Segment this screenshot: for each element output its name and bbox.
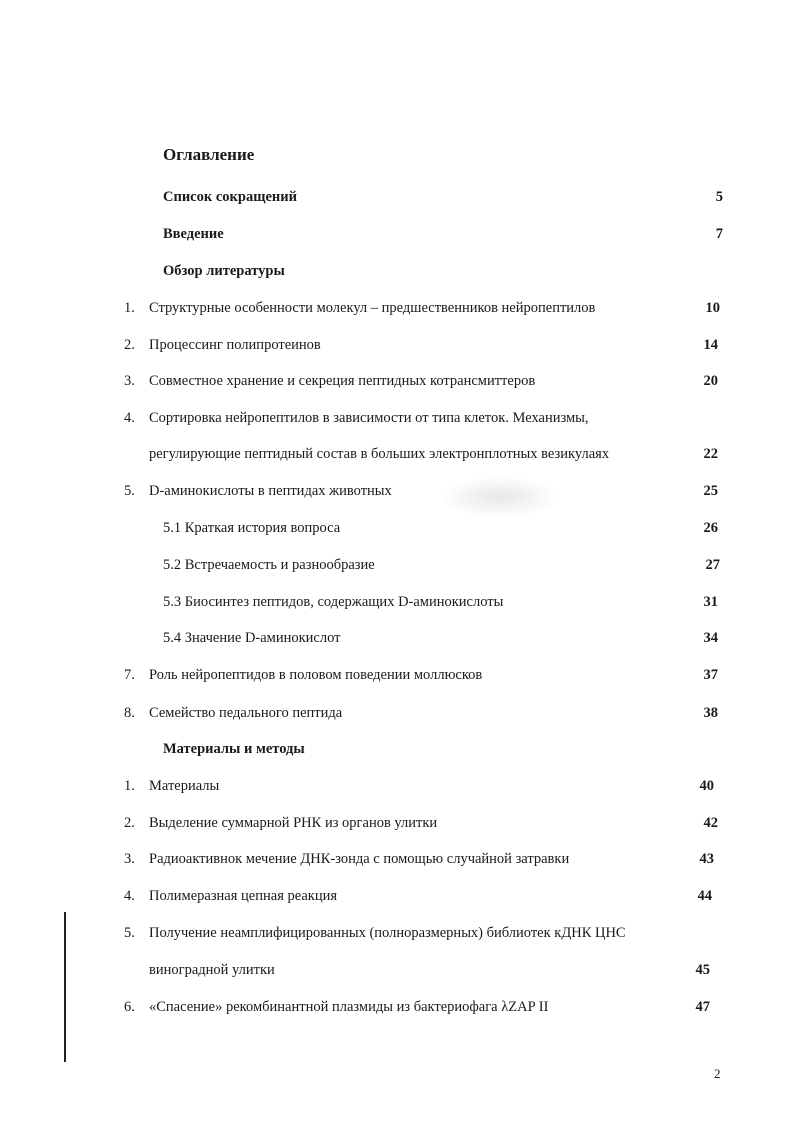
entry-text: Семейство педального пептида xyxy=(149,705,343,721)
entry-text: Введение xyxy=(163,226,224,242)
entry-page: 31 xyxy=(703,594,718,610)
entry-page: 44 xyxy=(697,888,712,904)
entry-number: 2. xyxy=(124,815,135,831)
entry-text: Радиоактивнок мечение ДНК-зонда с помощью случайной затравки xyxy=(149,851,570,867)
entry-page: 10 xyxy=(705,300,720,316)
entry-number: 5. xyxy=(124,483,135,499)
entry-page: 38 xyxy=(703,705,718,721)
entry-page: 20 xyxy=(703,373,718,389)
entry-page: 43 xyxy=(699,851,714,867)
entry-number: 4. xyxy=(124,410,135,426)
scan-margin-line xyxy=(64,912,66,1062)
entry-number: 5. xyxy=(124,925,135,941)
entry-page: 14 xyxy=(703,337,718,353)
page-number: 2 xyxy=(714,1066,721,1081)
entry-text: Обзор литературы xyxy=(163,263,285,279)
entry-text: D-аминокислоты в пептидах животных xyxy=(149,483,392,499)
entry-number: 3. xyxy=(124,851,135,867)
entry-page: 40 xyxy=(699,778,714,794)
entry-text: 5.2 Встречаемость и разнообразие xyxy=(163,557,375,573)
entry-text: Процессинг полипротеинов xyxy=(149,337,321,353)
entry-text: Полимеразная цепная реакция xyxy=(149,888,338,904)
entry-text: Структурные особенности молекул – предшественников нейропептилов xyxy=(149,300,596,316)
entry-number: 1. xyxy=(124,300,135,316)
entry-text: Получение неамплифицированных (полноразмерных) библиотек кДНК ЦНС xyxy=(149,925,626,941)
entry-page: 42 xyxy=(703,815,718,831)
entry-page: 47 xyxy=(695,999,710,1015)
entry-number: 6. xyxy=(124,999,135,1015)
entry-number: 2. xyxy=(124,337,135,353)
entry-number: 3. xyxy=(124,373,135,389)
entry-page: 37 xyxy=(703,667,718,683)
entry-page: 45 xyxy=(695,962,710,978)
entry-number: 8. xyxy=(124,705,135,721)
entry-number: 4. xyxy=(124,888,135,904)
entry-number: 1. xyxy=(124,778,135,794)
entry-page: 27 xyxy=(705,557,720,573)
entry-page: 5 xyxy=(715,189,723,205)
entry-page: 25 xyxy=(703,483,718,499)
entry-text: Материалы и методы xyxy=(163,741,305,757)
entry-text: 5.3 Биосинтез пептидов, содержащих D-аминокислоты xyxy=(163,594,504,610)
entry-text: 5.4 Значение D-аминокислот xyxy=(163,630,341,646)
entry-text: Выделение суммарной РНК из органов улитки xyxy=(149,815,438,831)
entry-text: «Спасение» рекомбинантной плазмиды из бактериофага λZAP II xyxy=(149,999,549,1015)
entry-text: Материалы xyxy=(149,778,220,794)
entry-number: 7. xyxy=(124,667,135,683)
entry-page: 22 xyxy=(703,446,718,462)
toc-title: Оглавление xyxy=(163,145,255,164)
entry-text: 5.1 Краткая история вопроса xyxy=(163,520,341,536)
entry-page: 26 xyxy=(703,520,718,536)
entry-text: Сортировка нейропептилов в зависимости от типа клеток. Механизмы, xyxy=(149,410,589,426)
entry-text: Роль нейропептидов в половом поведении моллюсков xyxy=(149,667,483,683)
entry-text: Список сокращений xyxy=(163,189,297,205)
entry-text: Совместное хранение и секреция пептидных котрансмиттеров xyxy=(149,373,536,389)
scan-smudge xyxy=(440,476,560,518)
entry-page: 34 xyxy=(703,630,718,646)
entry-text: виноградной улитки xyxy=(149,962,275,978)
entry-text: регулирующие пептидный состав в больших электронплотных везикулаях xyxy=(149,446,610,462)
entry-page: 7 xyxy=(715,226,723,242)
